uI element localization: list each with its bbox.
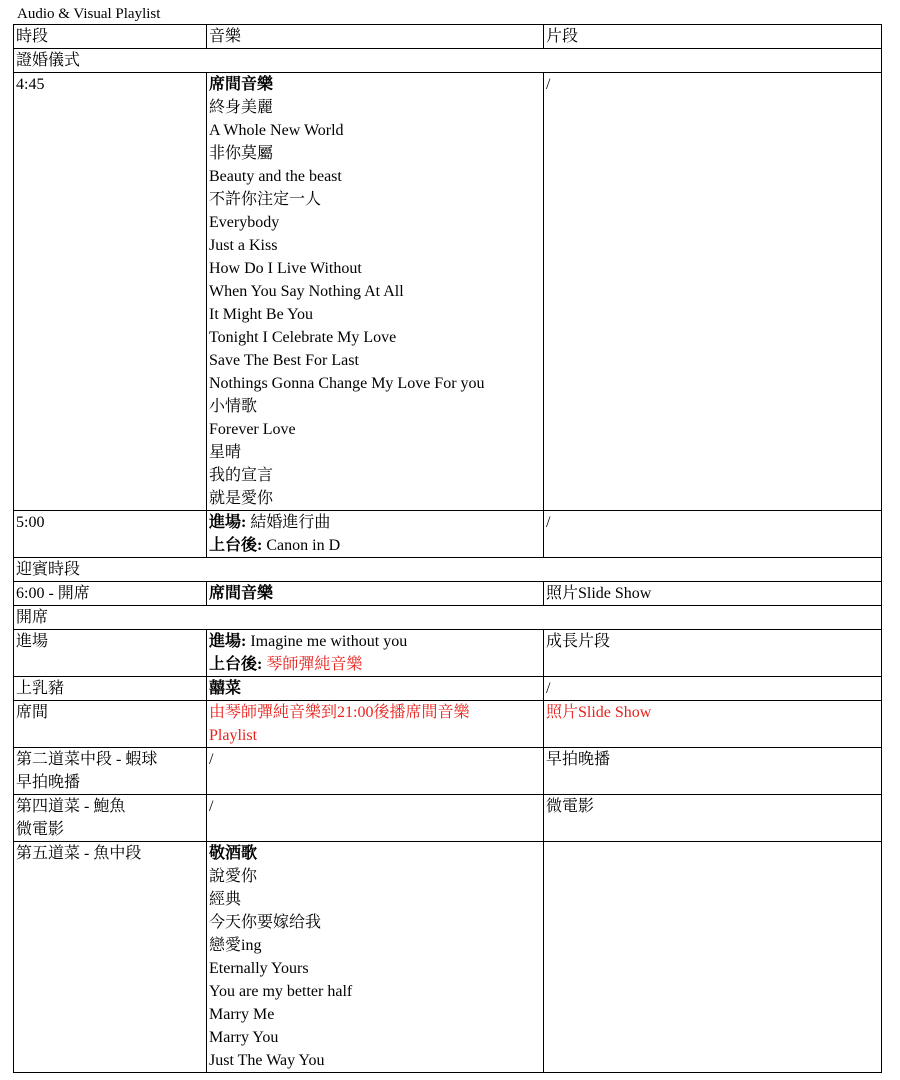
video-cell: / bbox=[544, 511, 882, 558]
song-item: How Do I Live Without bbox=[209, 260, 362, 277]
dinner-music-line: Playlist bbox=[209, 727, 258, 744]
song-item: 不許你注定一人 bbox=[209, 191, 322, 208]
stage-song: Canon in D bbox=[262, 537, 341, 554]
song-item: Beauty and the beast bbox=[209, 168, 342, 185]
song-item: Forever Love bbox=[209, 421, 296, 438]
stage-label: 上台後: bbox=[209, 537, 263, 554]
music-cell bbox=[207, 73, 544, 511]
song-item: Tonight I Celebrate My Love bbox=[209, 329, 397, 346]
time-line: 第二道菜中段 - 蝦球 bbox=[16, 751, 158, 768]
time-cell: 席間 bbox=[14, 701, 207, 748]
song-item: Eternally Yours bbox=[209, 960, 309, 977]
song-item: Nothings Gonna Change My Love For you bbox=[209, 375, 485, 392]
time-cell bbox=[14, 795, 207, 842]
song-item: Everybody bbox=[209, 214, 280, 231]
song-item: Just a Kiss bbox=[209, 237, 278, 254]
time-cell: 上乳豬 bbox=[14, 677, 207, 701]
section-title: 迎賓時段 bbox=[14, 558, 882, 582]
entrance-music-line bbox=[209, 511, 541, 534]
entrance-label: 進場: bbox=[209, 514, 247, 531]
music-cell: 囍菜 bbox=[207, 677, 544, 701]
entrance-song: Imagine me without you bbox=[246, 633, 408, 650]
video-cell: / bbox=[544, 677, 882, 701]
header-music: 音樂 bbox=[207, 25, 544, 49]
table-row bbox=[14, 677, 882, 701]
table-row bbox=[14, 701, 882, 748]
music-cell bbox=[207, 511, 544, 558]
table-row bbox=[14, 748, 882, 795]
music-heading: 席間音樂 bbox=[209, 76, 274, 93]
playlist-table bbox=[13, 24, 882, 1073]
song-item: 非你莫屬 bbox=[209, 145, 274, 162]
song-item: 小情歌 bbox=[209, 398, 258, 415]
song-item: 我的宣言 bbox=[209, 467, 274, 484]
video-cell bbox=[544, 842, 882, 1073]
table-row bbox=[14, 630, 882, 677]
stage-label: 上台後: bbox=[209, 656, 263, 673]
time-cell: 第五道菜 - 魚中段 bbox=[14, 842, 207, 1073]
song-item: It Might Be You bbox=[209, 306, 314, 323]
music-heading: 敬酒歌 bbox=[209, 845, 258, 862]
music-cell bbox=[207, 701, 544, 748]
time-cell: 進場 bbox=[14, 630, 207, 677]
table-row bbox=[14, 582, 882, 606]
music-cell bbox=[207, 842, 544, 1073]
stage-music-line bbox=[209, 653, 541, 676]
time-line: 第四道菜 - 鮑魚 bbox=[16, 798, 126, 815]
song-item: 今天你要嫁给我 bbox=[209, 914, 322, 931]
time-line: 微電影 bbox=[16, 821, 65, 838]
song-item: A Whole New World bbox=[209, 122, 344, 139]
song-item: Save The Best For Last bbox=[209, 352, 359, 369]
video-cell: 成長片段 bbox=[544, 630, 882, 677]
song-item: 經典 bbox=[209, 891, 242, 908]
video-cell: 早拍晚播 bbox=[544, 748, 882, 795]
table-row bbox=[14, 73, 882, 511]
section-row-reception bbox=[14, 558, 882, 582]
section-row-banquet bbox=[14, 606, 882, 630]
dinner-music-line: 由琴師彈純音樂到21:00後播席間音樂 bbox=[209, 704, 470, 721]
music-cell: 席間音樂 bbox=[207, 582, 544, 606]
stage-music-line bbox=[209, 534, 541, 557]
header-video: 片段 bbox=[544, 25, 882, 49]
stage-song: 琴師彈純音樂 bbox=[262, 656, 363, 673]
music-cell: / bbox=[207, 748, 544, 795]
time-cell: 6:00 - 開席 bbox=[14, 582, 207, 606]
song-item: 就是愛你 bbox=[209, 490, 274, 507]
song-item: Marry You bbox=[209, 1029, 279, 1046]
document-title: Audio & Visual Playlist bbox=[17, 6, 161, 22]
song-item: You are my better half bbox=[209, 983, 353, 1000]
song-item: 星晴 bbox=[209, 444, 242, 461]
table-row bbox=[14, 795, 882, 842]
song-item: Marry Me bbox=[209, 1006, 275, 1023]
header-time: 時段 bbox=[14, 25, 207, 49]
song-item: Just The Way You bbox=[209, 1052, 325, 1069]
video-cell: 微電影 bbox=[544, 795, 882, 842]
song-item: 戀愛ing bbox=[209, 937, 262, 954]
table-row bbox=[14, 842, 882, 1073]
entrance-song: 結婚進行曲 bbox=[246, 514, 331, 531]
music-cell bbox=[207, 630, 544, 677]
time-line: 早拍晚播 bbox=[16, 774, 81, 791]
video-cell: 照片Slide Show bbox=[544, 582, 882, 606]
section-row-ceremony bbox=[14, 49, 882, 73]
header-row bbox=[14, 25, 882, 49]
section-title: 證婚儀式 bbox=[14, 49, 882, 73]
song-item: When You Say Nothing At All bbox=[209, 283, 404, 300]
video-cell: / bbox=[544, 73, 882, 511]
time-cell: 5:00 bbox=[14, 511, 207, 558]
music-cell: / bbox=[207, 795, 544, 842]
entrance-music-line bbox=[209, 630, 541, 653]
time-cell: 4:45 bbox=[14, 73, 207, 511]
table-row bbox=[14, 511, 882, 558]
section-title: 開席 bbox=[14, 606, 882, 630]
song-item: 說愛你 bbox=[209, 868, 258, 885]
song-item: 終身美麗 bbox=[209, 99, 274, 116]
video-cell: 照片Slide Show bbox=[544, 701, 882, 748]
time-cell bbox=[14, 748, 207, 795]
entrance-label: 進場: bbox=[209, 633, 247, 650]
